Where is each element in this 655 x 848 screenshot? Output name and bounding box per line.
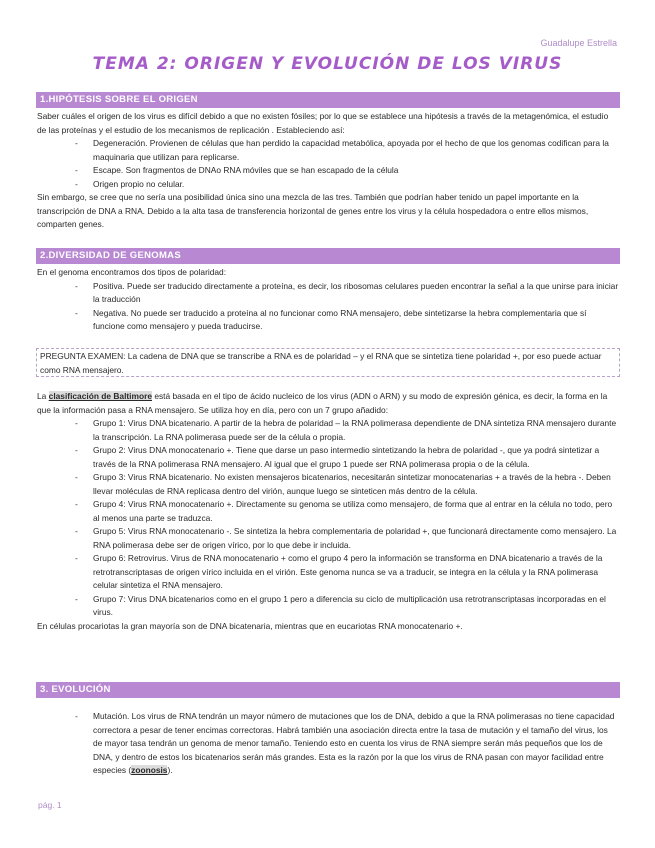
section-heading-evolution: 3. EVOLUCIÓN: [36, 682, 620, 698]
author-name: Guadalupe Estrella: [540, 38, 617, 48]
hypothesis-list: [37, 137, 619, 191]
baltimore-groups-list: [37, 417, 619, 620]
text: La: [37, 391, 49, 401]
paragraph: En células procariotas la gran mayoría son de DNA bicatenaria, mientras que en eucariotas RNA monocatenario +.: [37, 620, 463, 631]
section-evolution-body: [37, 710, 619, 778]
list-item: - Positiva. Puede ser traducido directamente a proteína, es decir, los ribosomas celulares pueden encontrar la señal a la que unirse para iniciar la traducción: [37, 280, 619, 307]
text: Mutación. Los virus de RNA tendrán un mayor número de mutaciones que los de DNA, debido a que la RNA polimerasas no tiene capacidad correctora a pesar de tener encimas correctoras. Habrá también una asociación directa entre la tasa de mutación y el tamaño del virus, los de mayor tasa tendrán un genoma de menor tamaño. Teniendo esto en cuenta los virus de RNA siempre serán más pequeños que los de DNA, y dentro de estos los bicatenarios serán más grandes. Esta es la razón por la que los virus de RNA pasan con mayor facilidad entre especies (: [93, 711, 615, 775]
paragraph: [37, 390, 619, 417]
evolution-list: [37, 710, 619, 778]
list-item: - Grupo 6: Retrovirus. Virus de RNA monocatenario + como el grupo 4 pero la información se transforma en DNA bicatenario a través de la retrotranscriptasas de origen vírico incluida en el virión. Este genoma nunca se va a traducir, se integra en la célula y la RNA polimerasa celular sintetiza el RNA mensajero.: [37, 552, 619, 593]
list-item: [37, 710, 619, 778]
list-item: - Grupo 3: Virus RNA bicatenario. No existen mensajeros bicatenarios, necesitarán sintetizar monocatenarias + a través de la hebra -. Deben llevar moléculas de RNA replicasa dentro del virión, aunque luego se sinteticen más dentro de la célula.: [37, 471, 619, 498]
section-origin-body: [37, 110, 619, 232]
exam-question-box: PREGUNTA EXAMEN: La cadena de DNA que se transcribe a RNA es de polaridad – y el RNA que se sintetiza tiene polaridad +, por eso puede actuar como RNA mensajero.: [36, 348, 620, 377]
baltimore-link[interactable]: clasificación de Baltimore: [48, 391, 152, 401]
list-item: - Origen propio no celular.: [37, 178, 619, 192]
list-item: - Escape. Son fragmentos de DNAo RNA móviles que se han escapado de la célula: [37, 164, 619, 178]
section-heading-origin: 1.HIPÓTESIS SOBRE EL ORIGEN: [36, 92, 620, 108]
paragraph: En el genoma encontramos dos tipos de polaridad:: [37, 267, 227, 277]
list-item: - Grupo 1: Virus DNA bicatenario. A partir de la hebra de polaridad – la RNA polimerasa dependiente de DNA sintetiza RNA mensajero durante la transcripción. La RNA polimerasa puede ser de la célula o propia.: [37, 417, 619, 444]
list-item: - Grupo 7: Virus DNA bicatenarios como en el grupo 1 pero a diferencia su ciclo de multiplicación usa retrotranscriptasas incorporadas en el virus.: [37, 593, 619, 620]
list-item: - Grupo 2: Virus DNA monocatenario +. Tiene que darse un paso intermedio sintetizando la hebra de polaridad -, que ya podrá sintetizar a través de la RNA polimerasa RNA mensajero. Al igual que el grupo 1 puede ser RNA polimerasa propia o de la célula.: [37, 444, 619, 471]
section-heading-genomes: 2.DIVERSIDAD DE GENOMAS: [36, 248, 620, 264]
text: está basada en el tipo de ácido nucleico de los virus (ADN o ARN) y su modo de expresión génica, es decir, la forma en la que la información pasa a RNA mensajero. Se utiliza hoy en día, pero con un 7 grupo añadido:: [37, 391, 608, 415]
polarity-list: [37, 280, 619, 334]
list-item: - Grupo 4: Virus RNA monocatenario +. Directamente su genoma se utiliza como mensajero, de forma que al entrar en la célula no todo, pero al menos una parte se traduzca.: [37, 498, 619, 525]
paragraph: Saber cuáles el origen de los virus es difícil debido a que no existen fósiles; por lo que se establece una hipótesis a través de la metagenómica, el estudio de las proteínas y el estudio de los mecanismos de replicación . Estableciendo así:: [37, 111, 609, 135]
paragraph: Sin embargo, se cree que no sería una posibilidad única sino una mezcla de las tres. También que podrían haber tenido un papel importante en la transcripción de DNA a RNA. Debido a la alta tasa de transferencia horizontal de genes entre los virus y la célula hospedadora o entre ellos mismos, comparten genes.: [37, 192, 589, 229]
list-item: - Degeneración. Provienen de células que han perdido la capacidad metabólica, apoyada por el hecho de que los genomas codifican para la maquinaria que utilizan para replicarse.: [37, 137, 619, 164]
list-item: - Negativa. No puede ser traducido a proteína al no funcionar como RNA mensajero, debe sintetizarse la hebra complementaria que sí funcione como mensajero y pueda traducirse.: [37, 307, 619, 334]
page-title: TEMA 2: ORIGEN Y EVOLUCIÓN DE LOS VIRUS: [92, 54, 563, 74]
text: ).: [167, 765, 173, 775]
list-item: - Grupo 5: Virus RNA monocatenario -. Se sintetiza la hebra complementaria de polaridad +, que funcionará directamente como mensajero. La RNA polimerasa debe ser de origen vírico, por lo que debe ir incluida.: [37, 525, 619, 552]
section-genomes-body: [37, 266, 619, 334]
zoonosis-link[interactable]: zoonosis: [131, 765, 168, 775]
baltimore-section: [37, 390, 619, 633]
page-number: pág. 1: [38, 800, 62, 810]
